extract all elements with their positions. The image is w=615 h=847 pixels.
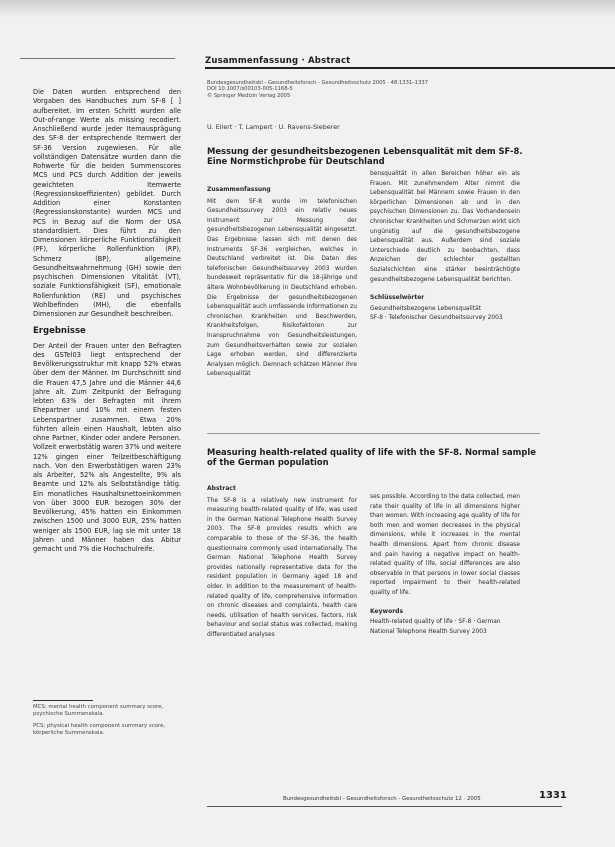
footnote-rule [33,700,93,701]
english-title: Measuring health-related quality of life with the SF-8. Normal sample of the German population [207,447,536,467]
citation-doi: DOI 10.1007/s00103-005-1168-5 [207,86,293,93]
english-abstract-heading: Abstract [207,485,236,492]
authors: U. Ellert · T. Lampert · U. Ravens-Sieberer [207,123,340,131]
results-paragraph: Der Anteil der Frauen unter den Befragten des GSTel03 liegt entsprechend der Bevölkerungsstruktur mit knapp 52% etwas über dem der Männer. Im Durchschnitt sind die Frauen 47,5 Jahre und die Männer 44,6 Jahre alt. Zum Zeitpunkt der Befragung lebten 63% der Befragten mit ihrem Ehepartner und 10% mit einem festen Lebenspartner zusammen. Etwa 20% führten allein einen Haushalt, lebten also ohne Partner, Kinder oder andere Personen. Vollzeit erwerbstätig waren 37% und weitere 12% gingen einer Teilzeitbeschäftigung nach. Von den Erwerbstätigen waren 23% als Arbeiter, 52% als Angestellte, 9% als Beamte und 12% als Selbstständige tätig. Ein monatliches Haushaltsnettoeinkommen von über 3000 EUR bezogen 30% der Bevölkerung, 45% hatten ein Einkommen zwischen 1500 und 3000 EUR, 25% hatten weniger als 1500 EUR, lag sie mit unter 18 Jahren und Männer haben das Abitur gemacht und 7% die Hochschulreife. [33,341,181,553]
footnote-2: PCS: physical health component summary score, körperliche Summenskala. [33,723,166,736]
header-rule [205,67,615,69]
citation-journal: Bundesgesundheitsbl - Gesundheitsforsch - Gesundheitsschutz 2005 · 48:1331–1337 [207,80,428,86]
english-keyword-2: National Telephone Health Survey 2003 [370,628,487,635]
english-abstract-text2: ses possible. According to the data collected, men rate their quality of life in all dimensions higher than women. With increasing age quality of life for both men and women decreases in the physical dimensions, while it increases in the mental health dimensions. Apart from chronic disease and pain having a negative impact on health-related quality of life, social differences are also observable in that persons in lower social classes reported impairment to their health-related quality of life. [370,494,520,596]
german-abstract-text2: bensqualität in allen Bereichen höher ein als Frauen. Mit zunehmendem Alter nimmt die Lebensqualität bei Männern sowie Frauen in den körperlichen Dimensionen ab und in den psychischen Dimensionen zu. Das Vorhandensein chronischer Krankheiten und Schmerzen wirkt sich ungünstig auf die gesundheitsbezogene Lebensqualität aus. Außerdem sind soziale Unterschiede deutlich zu beobachten, dass Anzeichen der schlechter gestellten Sozialschichten eine stärker beeinträchtigte gesundheitsbezogene Lebensqualität berichten. [370,171,520,283]
english-keyword-1: Health-related quality of life · SF-8 · German [370,619,501,626]
german-abstract-heading: Zusammenfassung [207,186,271,193]
scan-shadow [0,0,615,18]
german-abstract-text1: Mit dem SF-8 wurde im telefonischen Gesundheitssurvey 2003 ein relativ neues Instrument zur Messung der gesundheitsbezogenen Lebensqualität eingesetzt. Das Ergebnisse lassen sich mit denen des Instruments SF-36 vergleichen, welches in Deutschland verbreitet ist. Die Daten des telefonischen Gesundheitssurvey 2003 wurden bundesweit repräsentativ für die 18-jährige und ältere Wohnbevölkerung in Deutschland erhoben. Die Ergebnisse der gesundheitsbezogenen Lebensqualität auch umfassende Informationen zu chronischen Krankheiten und Beschwerden, Krankheitsfolgen, Risikofaktoren zur Inanspruchnahme von Gesundheitsleistungen, zum Gesundheitsverhalten sowie zur sozialen Lage erhoben werden, sind differenzierte Analysen möglich. Demnach schätzen Männer ihre Lebensqualität [207,198,357,378]
top-left-rule [20,58,175,59]
left-column [33,88,181,554]
english-abstract-col2 [370,493,520,637]
english-keywords-heading: Keywords [370,607,404,615]
german-title: Messung der gesundheitsbezogenen Lebensqualität mit dem SF-8. Eine Normstichprobe für Deutschland [207,146,523,166]
footer-journal: Bundesgesundheitsbl - Gesundheitsforsch - Gesundheitsschutz 12 · 2005 [283,796,481,802]
english-abstract-text1: The SF-8 is a relatively new instrument for measuring health-related quality of life, was used in the German National Telephone Health Survey 2003. The SF-8 provides results which are comparable to those of the SF-36, the health questionnaire commonly used internationally. The German National Telephone Health Survey provides nationally representative data for the resident population in Germany aged 18 and older. In addition to the measurement of health-related quality of life, comprehensive information on chronic diseases and complaints, health care needs, utilisation of health services, factors, risk behaviour and social status was collected, making differentiated analyses [207,497,357,638]
footnotes [33,704,173,742]
german-keywords-heading: Schlüsselwörter [370,294,425,302]
german-keyword-2: SF-8 · Telefonischer Gesundheitssurvey 2003 [370,315,503,322]
citation-copyright: © Springer Medizin Verlag 2005 [207,92,291,99]
english-abstract-col1 [207,484,357,641]
german-keyword-1: Gesundheitsbezogene Lebensqualität [370,305,482,312]
citation-info [207,80,477,99]
german-abstract-col2 [370,170,520,324]
abstract-separator [207,433,540,434]
results-heading: Ergebnisse [33,326,86,337]
german-abstract-col1 [207,185,357,380]
methods-paragraph: Die Daten wurden entsprechend den Vorgaben des Handbuches zum SF-8 [ ] aufbereitet. Im ersten Schritt wurden alle Out-of-range Werte als missing recodiert. Anschließend wurde jeder Itemausprägung des SF-8 der entsprechende Itemwert der SF-36 Version zugewiesen. Für alle vollständigen Datensätze wurden dann die Rohwerte für die beiden Summenscores MCS und PCS durch Addition der jeweils gewichteten Itemwerte (Regressionskoeffizienten) gebildet. Durch Addition einer Konstanten (Regressionskonstante) wurden MCS und PCS in Bezug auf die Norm der USA standardisiert. Dies führt zu den Dimensionen körperliche Funktionsfähigkeit (PF), körperliche Rollenfunktion (RP), Schmerz (BP), allgemeine Gesundheitswahrnehmung (GH) sowie den psychischen Dimensionen Vitalität (VT), soziale Funktionsfähigkeit (SF), emotionale Rollenfunktion (RE) und psychisches Wohlbefinden (MH), die ebenfalls Dimensionen zur Gesundheit beschreiben. [33,88,181,318]
footnote-1: MCS: mental health component summary score, psychische Summenskala. [33,704,164,717]
section-header: Zusammenfassung · Abstract [205,56,351,66]
page-number: 1331 [539,790,567,801]
footer-rule [207,806,562,807]
